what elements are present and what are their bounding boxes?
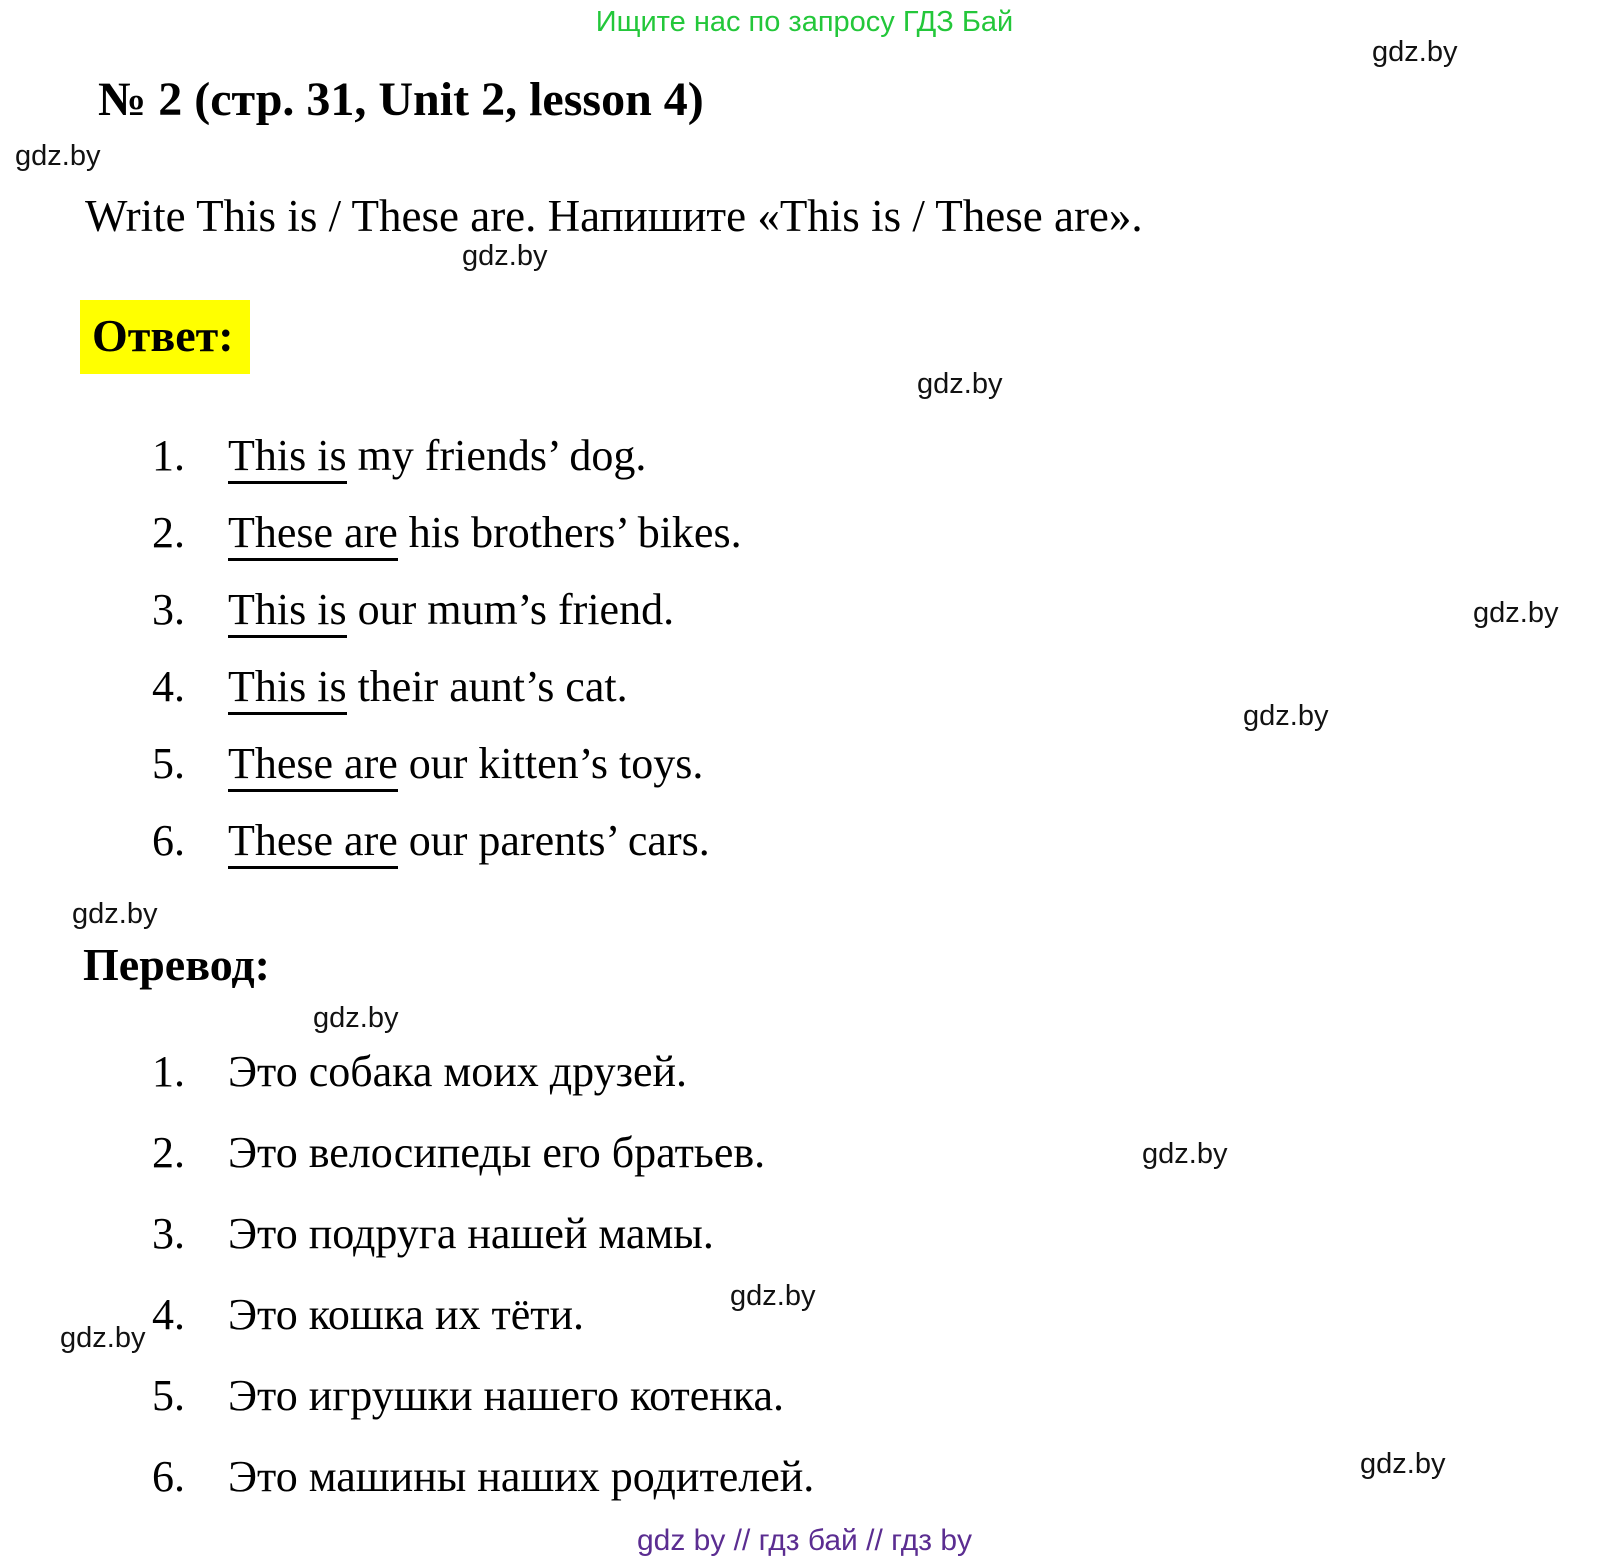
item-number: 1. — [152, 431, 185, 480]
item-text: our mum’s friend. — [346, 585, 675, 634]
item-number: 4. — [152, 662, 185, 711]
answer-item — [152, 507, 742, 560]
gdz-watermark: gdz.by — [1243, 700, 1329, 732]
gdz-watermark: gdz.by — [1360, 1448, 1446, 1480]
item-text: Это кошка их тёти. — [228, 1290, 585, 1339]
answer-item — [152, 738, 703, 791]
item-text: Это собака моих друзей. — [228, 1047, 688, 1096]
gdz-watermark: gdz.by — [15, 140, 101, 172]
translation-item — [152, 1208, 714, 1261]
item-number: 2. — [152, 1128, 185, 1177]
answer-filled-blank: This is — [228, 431, 347, 484]
item-text: my friends’ dog. — [346, 431, 647, 480]
translation-item — [152, 1451, 814, 1504]
answer-filled-blank: These are — [228, 816, 398, 869]
item-number: 5. — [152, 1371, 185, 1420]
gdz-watermark: gdz.by — [1142, 1138, 1228, 1170]
translation-item — [152, 1370, 784, 1423]
answer-filled-blank: These are — [228, 508, 398, 561]
translation-heading: Перевод: — [83, 939, 270, 990]
item-text: Это машины наших родителей. — [228, 1452, 815, 1501]
translation-item — [152, 1289, 584, 1342]
item-number: 2. — [152, 508, 185, 557]
gdz-watermark: gdz.by — [60, 1322, 146, 1354]
exercise-title: № 2 (стр. 31, Unit 2, lesson 4) — [98, 73, 704, 126]
gdz-watermark: gdz.by — [72, 898, 158, 930]
item-text: his brothers’ bikes. — [397, 508, 742, 557]
answer-item — [152, 815, 710, 868]
gdz-watermark: gdz.by — [462, 240, 548, 272]
item-number: 1. — [152, 1047, 185, 1096]
gdz-watermark: gdz.by — [1473, 597, 1559, 629]
answer-filled-blank: This is — [228, 662, 347, 715]
gdz-watermark: gdz.by — [313, 1002, 399, 1034]
answer-filled-blank: These are — [228, 739, 398, 792]
answer-item — [152, 430, 646, 483]
answer-filled-blank: This is — [228, 585, 347, 638]
item-number: 6. — [152, 816, 185, 865]
item-text: Это подруга нашей мамы. — [228, 1209, 714, 1258]
translation-item — [152, 1127, 765, 1180]
gdz-watermark: gdz.by — [730, 1280, 816, 1312]
item-number: 3. — [152, 1209, 185, 1258]
item-text: their aunt’s cat. — [346, 662, 628, 711]
footer-links[interactable]: gdz by // гдз бай // гдз by — [636, 1524, 973, 1557]
task-text: Write This is / These are. Напишите «This is / These are». — [85, 191, 1143, 241]
translation-item — [152, 1046, 687, 1099]
item-number: 6. — [152, 1452, 185, 1501]
item-number: 5. — [152, 739, 185, 788]
gdz-watermark: gdz.by — [917, 368, 1003, 400]
gdz-watermark: gdz.by — [1372, 36, 1458, 68]
item-text: our kitten’s toys. — [397, 739, 704, 788]
item-text: our parents’ cars. — [397, 816, 710, 865]
item-number: 3. — [152, 585, 185, 634]
item-number: 4. — [152, 1290, 185, 1339]
item-text: Это велосипеды его братьев. — [228, 1128, 766, 1177]
answer-item — [152, 584, 674, 637]
item-text: Это игрушки нашего котенка. — [228, 1371, 785, 1420]
promo-banner: Ищите нас по запросу ГДЗ Бай — [595, 6, 1014, 38]
answer-item — [152, 661, 628, 714]
answer-heading: Ответ: — [80, 300, 250, 374]
